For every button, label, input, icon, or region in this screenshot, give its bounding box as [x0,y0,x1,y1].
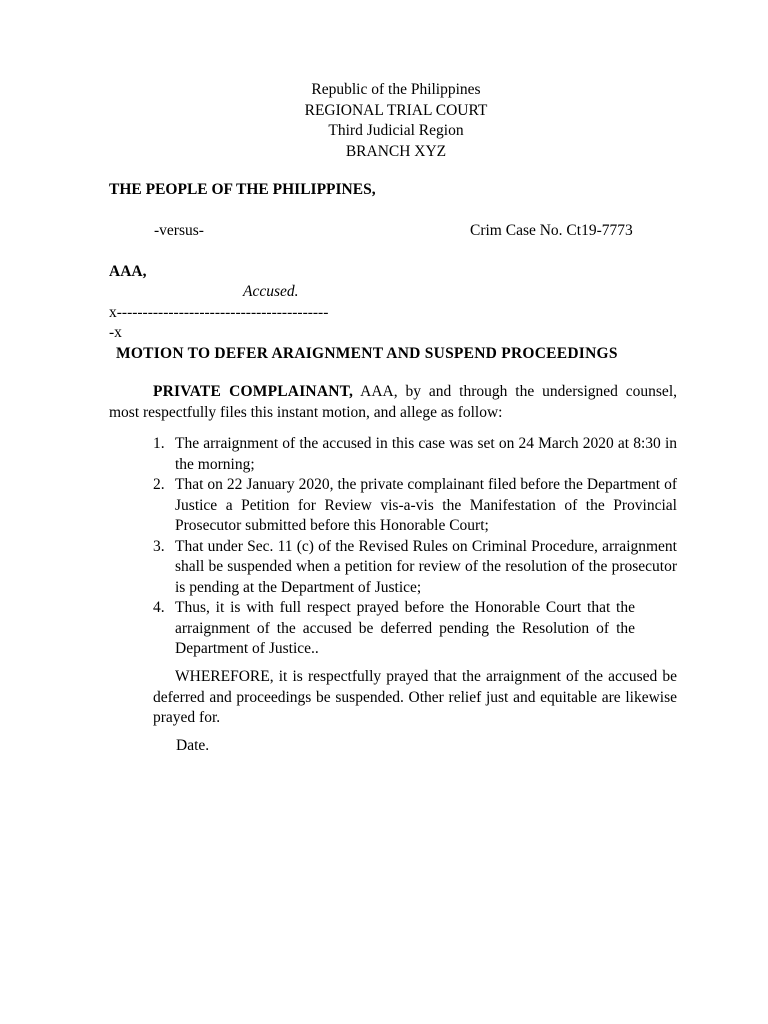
item-text: The arraignment of the accused in this case was set on 24 March 2020 at 8:30 in the morning; [175,435,677,473]
list-item [153,475,677,537]
item-text: That on 22 January 2020, the private complainant filed before the Department of Justice a Petition for Review vis-a-vis the Manifestation of the Provincial Prosecutor submitted before this Honorable Court; [175,476,677,534]
list-item [153,434,677,475]
plaintiff-name: THE PEOPLE OF THE PHILIPPINES, [109,181,376,198]
versus-label: -versus- [154,222,204,239]
list-item [153,537,677,599]
intro-lead: PRIVATE COMPLAINANT, [153,383,354,400]
item-text: Thus, it is with full respect prayed before the Honorable Court that the arraignment of the accused be deferred pending the Resolution of the Department of Justice.. [175,599,635,657]
accused-label: Accused. [243,283,299,300]
intro-paragraph [109,382,677,423]
case-number: Crim Case No. Ct19-7773 [470,222,633,239]
item-number: 1. [153,435,165,452]
item-text: That under Sec. 11 (c) of the Revised Rules on Criminal Procedure, arraignment shall be suspended when a petition for review of the resolution of the prosecutor is pending at the Department of Justice; [175,537,677,596]
intro-text: AAA, by and through the undersigned counsel, most respectfully files this instant motion, and allege as follow: [109,383,677,421]
header-court: REGIONAL TRIAL COURT [304,101,488,119]
item-number: 4. [153,599,165,616]
allegations-list [153,434,677,660]
accused-name: AAA, [109,263,147,280]
header-republic: Republic of the Philippines [311,81,481,98]
date-label: Date. [176,737,210,754]
caption-divider-end: -x [109,324,122,341]
item-number: 3. [153,537,165,555]
header-region: Third Judicial Region [328,122,464,139]
header-branch: BRANCH XYZ [345,142,447,160]
motion-title: MOTION TO DEFER ARAIGNMENT AND SUSPEND PROCEEDINGS [116,345,618,362]
list-item [153,598,635,660]
wherefore-paragraph [153,667,677,729]
court-header [12,80,768,162]
caption-divider: x----------------------------------------- [109,304,329,321]
wherefore-text: WHEREFORE, it is respectfully prayed that the arraignment of the accused be deferred and proceedings be suspended. Other relief just and equitable are likewise prayed for. [153,668,677,726]
item-number: 2. [153,476,165,493]
